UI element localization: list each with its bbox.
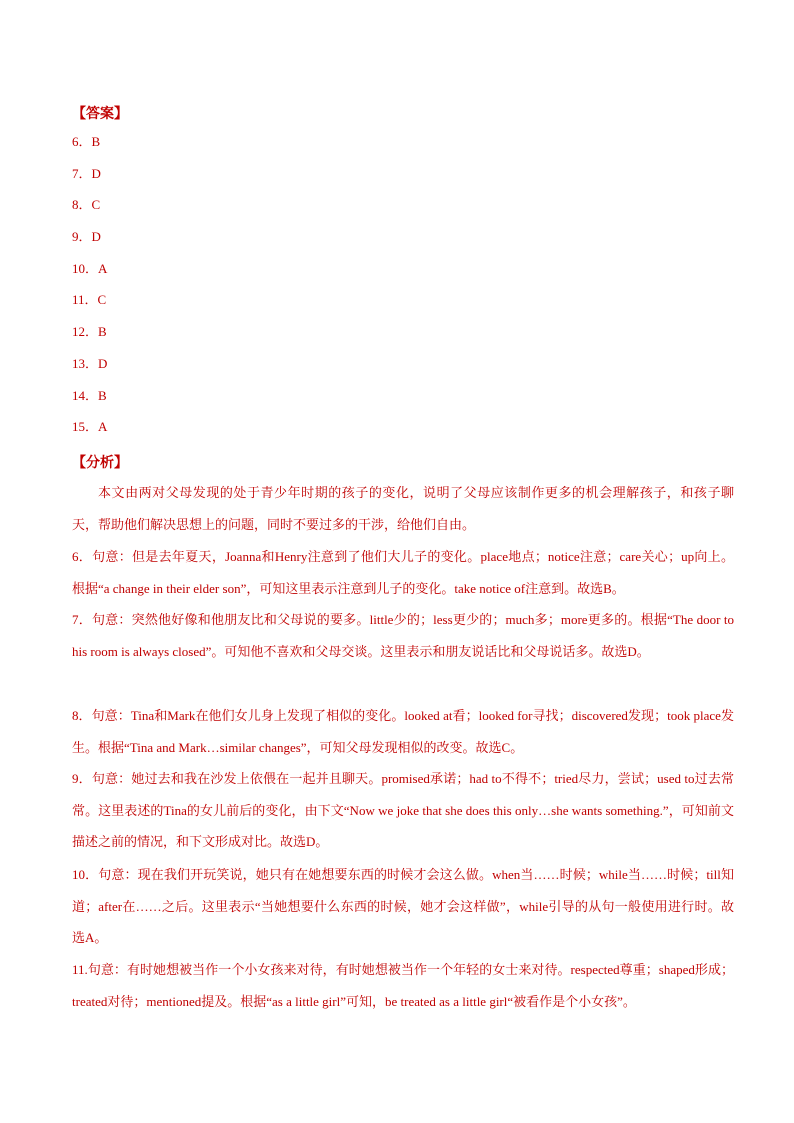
summary-paragraph: 本文由两对父母发现的处于青少年时期的孩子的变化，说明了父母应该制作更多的机会理解孩子，和孩子聊天，帮助他们解决思想上的问题，同时不要过多的干涉，给他们自由。 bbox=[72, 485, 734, 532]
explanation-11: 11.句意：有时她想被当作一个小女孩来对待，有时她想被当作一个年轻的女士来对待。respected尊重；shaped形成；treated对待；mentioned提及。根据“as a little girl”可知，be treated as a little girl“被看作是个小女孩”。 bbox=[72, 962, 734, 1009]
answer-item: 7．D bbox=[72, 165, 101, 181]
answer-item: 9．D bbox=[72, 229, 101, 245]
answer-item: 14．B bbox=[72, 387, 107, 403]
analysis-heading: 【分析】 bbox=[72, 455, 128, 471]
answer-item: 12．B bbox=[72, 324, 107, 340]
explanation-9: 9．句意：她过去和我在沙发上依偎在一起并且聊天。promised承诺；had to不得不；tried尽力，尝试；used to过去常常。这里表述的Tina的女儿前后的变化，由下文“Now we joke that she does this only…she wants something.”，可知前文描述之前的情况，和下文形成对比。故选D。 bbox=[72, 771, 734, 850]
explanation-6: 6．句意：但是去年夏天，Joanna和Henry注意到了他们大儿子的变化。place地点；notice注意；care关心；up向上。根据“a change in their elder son”，可知这里表示注意到儿子的变化。take notice of注意到。故选B。 bbox=[72, 549, 734, 596]
explanation-7: 7．句意：突然他好像和他朋友比和父母说的要多。little少的；less更少的；much多；more更多的。根据“The door to his room is always closed”。可知他不喜欢和父母交谈。这里表示和朋友说话比和父母说话多。故选D。 bbox=[72, 612, 734, 659]
answer-item: 8．C bbox=[72, 197, 101, 213]
answer-heading: 【答案】 bbox=[72, 106, 128, 122]
answer-item: 6．B bbox=[72, 134, 101, 149]
answer-item: 10．A bbox=[72, 260, 108, 276]
answer-item: 15．A bbox=[72, 419, 108, 435]
explanation-8: 8．句意：Tina和Mark在他们女儿身上发现了相似的变化。looked at看；looked for寻找；discovered发现；took place发生。根据“Tina and Mark…similar changes”，可知父母发现相似的改变。故选C。 bbox=[72, 708, 734, 755]
answer-list bbox=[72, 132, 372, 449]
answer-item: 11．C bbox=[72, 292, 107, 308]
explanation-10: 10．句意：现在我们开玩笑说，她只有在她想要东西的时候才会这么做。when当……时候；while当……时候；till知道；after在……之后。这里表示“当她想要什么东西的时候，她才会这样做”，while引导的从句一般使用进行时。故选A。 bbox=[72, 867, 734, 946]
answer-item: 13．D bbox=[72, 355, 108, 371]
